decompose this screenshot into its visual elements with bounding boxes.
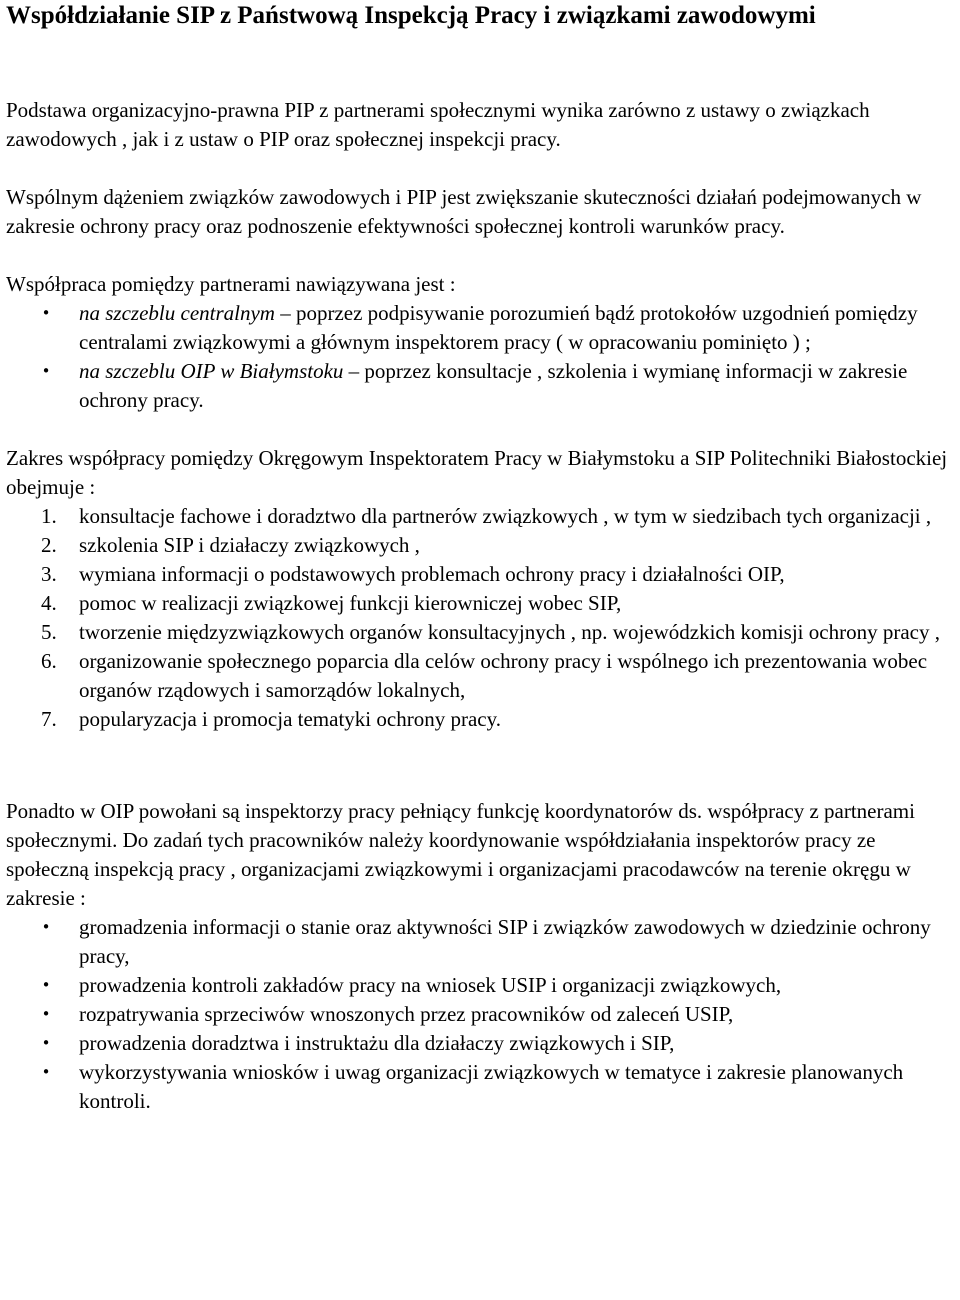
list-item-text: wymiana informacji o podstawowych problemach ochrony pracy i działalności OIP,: [79, 562, 785, 586]
bullet-icon: •: [41, 976, 51, 994]
paragraph-scope-intro: Zakres współpracy pomiędzy Okręgowym Inspektoratem Pracy w Białymstoku a SIP Politechniki Białostockiej obejmuje :: [6, 446, 948, 499]
list-item-text: wykorzystywania wniosków i uwag organizacji związkowych w tematyce i zakresie planowanych kontroli.: [79, 1060, 904, 1113]
list-item: [6, 357, 954, 415]
bullet-icon: •: [41, 1034, 51, 1052]
list-number: 7.: [41, 707, 57, 731]
list-item: [6, 618, 954, 647]
list-item: [6, 299, 954, 357]
list-item-text: rozpatrywania sprzeciwów wnoszonych przez pracowników od zaleceń USIP,: [79, 1002, 734, 1026]
list-number: 6.: [41, 649, 57, 673]
list-number: 1.: [41, 504, 57, 528]
list-item-text: organizowanie społecznego poparcia dla celów ochrony pracy i wspólnego ich prezentowania wobec organów rządowych i samorządów lokalnych,: [79, 649, 928, 702]
list-item-text: – poprzez podpisywanie porozumień bądź protokołów uzgodnień pomiędzy centralami związkowymi a głównym inspektorem pracy ( w opracowaniu pominięto ) ;: [79, 301, 918, 354]
list-number: 3.: [41, 562, 57, 586]
list-item: [6, 1000, 954, 1029]
cooperation-list: [6, 299, 954, 415]
list-item: [6, 560, 954, 589]
bullet-icon: •: [41, 918, 51, 936]
list-item: [6, 705, 954, 734]
list-item: [6, 1058, 954, 1116]
list-item: [6, 647, 954, 705]
list-number: 5.: [41, 620, 57, 644]
list-number: 2.: [41, 533, 57, 557]
list-item-text: prowadzenia doradztwa i instruktażu dla działaczy związkowych i SIP,: [79, 1031, 675, 1055]
paragraph-common-goal: Wspólnym dążeniem związków zawodowych i PIP jest zwiększanie skuteczności działań podejmowanych w zakresie ochrony pracy oraz podnoszenie efektywności społecznej kontroli warunków pracy.: [6, 185, 922, 238]
page-title: Współdziałanie SIP z Państwową Inspekcją Pracy i związkami zawodowymi: [6, 2, 816, 29]
bullet-icon: •: [41, 362, 51, 380]
bullet-icon: •: [41, 304, 51, 322]
list-item-text: gromadzenia informacji o stanie oraz aktywności SIP i związków zawodowych w dziedzinie ochrony pracy,: [79, 915, 931, 968]
paragraph-coordinators-intro: Ponadto w OIP powołani są inspektorzy pracy pełniący funkcję koordynatorów ds. współpracy z partnerami społecznymi. Do zadań tych pracowników należy koordynowanie współdziałania inspektorów pracy ze społeczną inspekcją pracy , organizacjami związkowymi i organizacjami pracodawców na terenie okręgu w zakresie :: [6, 799, 915, 910]
list-item-text: prowadzenia kontroli zakładów pracy na wniosek USIP i organizacji związkowych,: [79, 973, 782, 997]
list-item-text: – poprzez konsultacje , szkolenia i wymianę informacji w zakresie ochrony pracy.: [79, 359, 908, 412]
paragraph-cooperation-intro: Współpraca pomiędzy partnerami nawiązywana jest :: [6, 272, 456, 296]
list-item: [6, 1029, 954, 1058]
paragraph-legal-basis: Podstawa organizacyjno-prawna PIP z partnerami społecznymi wynika zarówno z ustawy o związkach zawodowych , jak i z ustaw o PIP oraz społecznej inspekcji pracy.: [6, 98, 870, 151]
list-item-text: szkolenia SIP i działaczy związkowych ,: [79, 533, 420, 557]
list-item: [6, 971, 954, 1000]
list-item-text: pomoc w realizacji związkowej funkcji kierowniczej wobec SIP,: [79, 591, 622, 615]
list-item-italic: na szczeblu OIP w Białymstoku: [79, 359, 344, 383]
list-item: [6, 531, 954, 560]
bullet-icon: •: [41, 1063, 51, 1081]
list-item: [6, 502, 954, 531]
list-number: 4.: [41, 591, 57, 615]
bullet-icon: •: [41, 1005, 51, 1023]
list-item-italic: na szczeblu centralnym: [79, 301, 275, 325]
list-item-text: konsultacje fachowe i doradztwo dla partnerów związkowych , w tym w siedzibach tych organizacji ,: [79, 504, 932, 528]
scope-list: [6, 502, 954, 734]
coordinators-list: [6, 913, 954, 1116]
list-item-text: tworzenie międzyzwiązkowych organów konsultacyjnych , np. wojewódzkich komisji ochrony pracy ,: [79, 620, 940, 644]
list-item-text: popularyzacja i promocja tematyki ochrony pracy.: [79, 707, 501, 731]
list-item: [6, 913, 954, 971]
list-item: [6, 589, 954, 618]
